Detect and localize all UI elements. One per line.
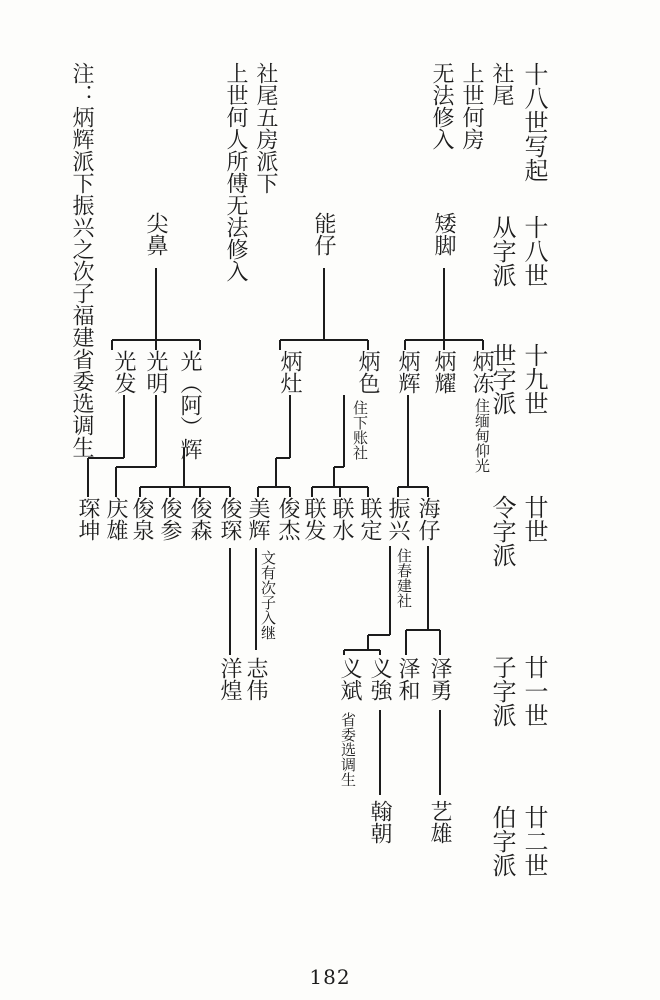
person-hanchao: 翰朝 <box>367 800 392 844</box>
person-yanghuang: 洋煌 <box>217 657 242 701</box>
person-aijiao: 矮脚 <box>431 212 456 256</box>
person-junjie: 俊杰 <box>275 497 300 541</box>
person-nengzai: 能仔 <box>311 212 336 256</box>
person-guangming: 光明 <box>143 350 168 394</box>
person-yibin: 义斌 <box>337 657 362 701</box>
person-shenkun: 琛坤 <box>75 497 100 541</box>
person-lianshui: 联水 <box>329 497 354 541</box>
person-binghui: 炳辉 <box>395 350 420 394</box>
person-junsen: 俊森 <box>187 497 212 541</box>
person-haizai: 海仔 <box>415 497 440 541</box>
generation-label: 廿世 <box>520 495 548 543</box>
person-junshen: 俊琛 <box>217 497 242 541</box>
generation-label: 十八世 <box>520 215 548 287</box>
generation-pai-label: 子字派 <box>488 655 516 727</box>
person-yixiong: 艺雄 <box>427 800 452 844</box>
residence-note: 住下账社 <box>351 400 369 460</box>
page-number: 182 <box>309 965 351 989</box>
person-yiqiang: 义強 <box>367 657 392 701</box>
person-zhiwei: 志伟 <box>243 657 268 701</box>
person-bingse: 炳色 <box>355 350 380 394</box>
person-bingzao: 炳灶 <box>277 350 302 394</box>
unknown-branch-line-2: 无法修入 <box>429 62 454 150</box>
person-juncan: 俊参 <box>157 497 182 541</box>
official-note: 省委选调生 <box>339 712 357 787</box>
five-branch-label: 社尾五房派下 <box>253 62 278 194</box>
generation-pai-label: 从字派 <box>488 215 516 287</box>
generation-pai-label: 伯字派 <box>488 805 516 877</box>
person-lianding: 联定 <box>357 497 382 541</box>
person-jianbi: 尖鼻 <box>143 212 168 256</box>
footnote: 注：炳辉派下振兴之次子福建省委选调生 <box>69 62 94 458</box>
person-zhenxing: 振兴 <box>385 497 410 541</box>
residence-note: 住缅甸仰光 <box>473 398 491 473</box>
person-zeyong: 泽勇 <box>427 657 452 701</box>
generation-label: 廿一世 <box>520 655 548 727</box>
person-bingdong: 炳冻 <box>469 350 494 394</box>
person-meihui: 美辉 <box>245 497 270 541</box>
gen18-start-label: 十八世写起 <box>520 62 548 182</box>
person-lianfa: 联发 <box>301 497 326 541</box>
adoption-note: 文有次子入继 <box>259 550 277 640</box>
unknown-branch-line-3: 上世何人所傅无法修入 <box>223 62 248 282</box>
generation-label: 廿二世 <box>520 805 548 877</box>
shewei-heading: 社尾 <box>489 62 514 106</box>
person-qingxiong: 庆雄 <box>103 497 128 541</box>
person-bingyao: 炳耀 <box>431 350 456 394</box>
person-zehe: 泽和 <box>395 657 420 701</box>
person-junquan: 俊泉 <box>129 497 154 541</box>
generation-label: 十九世 <box>520 343 548 415</box>
generation-pai-label: 世字派 <box>488 343 516 415</box>
unknown-branch-line-1: 上世何房 <box>459 62 484 150</box>
residence-note: 住春建社 <box>395 548 413 608</box>
person-guang-a-hui: 光（阿）辉 <box>177 350 202 460</box>
person-guangfa: 光发 <box>111 350 136 394</box>
generation-pai-label: 令字派 <box>488 495 516 567</box>
